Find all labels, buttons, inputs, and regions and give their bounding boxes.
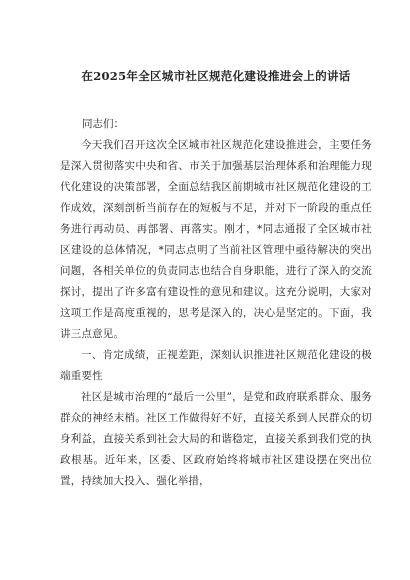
body-paragraph: 今天我们召开这次全区城市社区规范化建设推进会，主要任务是深入贯彻落实中央和省、市关于加强基层治理体系和治理能力现代化建设的决策部署，全面总结我区前期城市社区规范化建设的工作成效，深刻剖析当前存在的短板与不足，并对下一阶段的重点任务进行再动员、再部署、再落实。刚才，*同志通报了全区城市社区建设的总体情况，*同志点明了当前社区管理中亟待解决的突出问题，各相关单位的负责同志也结合自身职能，进行了深入的交流探讨，提出了许多富有建设性的意见和建议。这充分说明，大家对这项工作是高度重视的，思考是深入的，决心是坚定的。下面，我讲三点意见。	[60, 138, 372, 340]
salutation: 同志们：	[82, 118, 124, 130]
section-paragraph: 社区是城市治理的“最后一公里”，是党和政府联系群众、服务群众的神经末梢。社区工作做得好不好，直接关系到人民群众的切身利益，直接关系到社会大局的和谐稳定，直接关系到我们党的执政根基。近年来，区委、区政府始终将城市社区建设摆在突出位置，持续加大投入、强化举措，	[60, 390, 372, 487]
document-title: 在2025年全区城市社区规范化建设推进会上的讲话	[81, 69, 351, 83]
section-heading: 一、肯定成绩，正视差距，深刻认识推进社区规范化建设的极端重要性	[60, 348, 372, 382]
